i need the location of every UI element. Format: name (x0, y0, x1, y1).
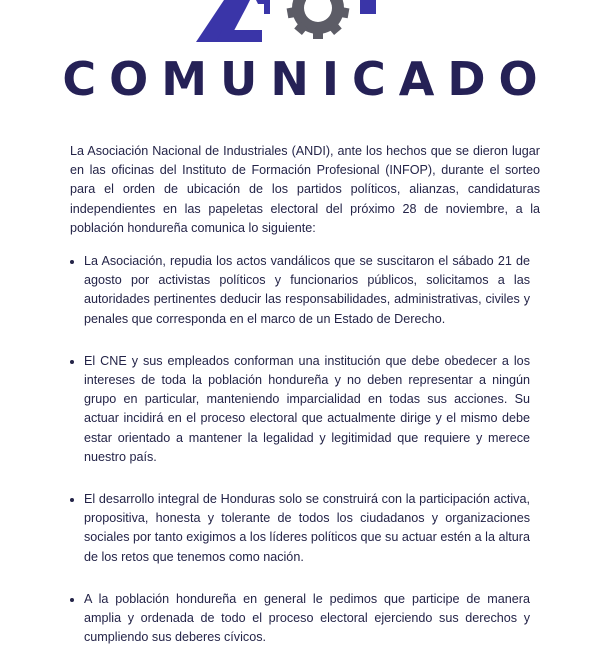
andi-logo (0, 0, 600, 45)
logo-letter-n (256, 0, 270, 14)
list-item: La Asociación, repudia los actos vandálicos que se suscitaron el sábado 21 de agosto por activistas políticos y funcionarios públicos, solicitamos a las autoridades pertinentes deducir las responsabilidades, administrativas, civiles y penales que corresponda en el marco de un Estado de Derecho. (84, 252, 530, 329)
logo-letter-a-bar (216, 30, 262, 42)
list-item: A la población hondureña en general le pedimos que participe de manera amplia y ordenada de todo el proceso electoral ejerciendo sus derechos y cumpliendo sus deberes cívicos. (84, 590, 530, 648)
intro-paragraph: La Asociación Nacional de Industriales (ANDI), ante los hechos que se dieron lugar en las oficinas del Instituto de Formación Profesional (INFOP), durante el sorteo para el orden de ubicación de los partidos políticos, alianzas, candidaturas independientes en las papeletas electoral del próximo 28 de noviembre, a la población hondureña comunica lo siguiente: (70, 144, 540, 235)
statement-list (84, 252, 530, 670)
list-item: El desarrollo integral de Honduras solo se construirá con la participación activa, propositiva, honesta y tolerante de todos los ciudadanos y organizaciones sociales por tanto exigimos a los líderes políticos que su actuar estén a la altura de los retos que tenemos como nación. (84, 490, 530, 567)
logo-letter-i (360, 0, 376, 14)
gear-icon (287, 0, 350, 39)
list-item: El CNE y sus empleados conforman una institución que debe obedecer a los intereses de toda la población hondureña y no deben representar a ningún grupo en particular, manteniendo imparcialidad en todas sus acciones. Su actuar incidirá en el proceso electoral que actualmente dirige y el mismo debe estar orientado a mantener la legalidad y legitimidad que requiere y merece nuestro país. (84, 352, 530, 467)
page-title: COMUNICADO (62, 52, 551, 106)
